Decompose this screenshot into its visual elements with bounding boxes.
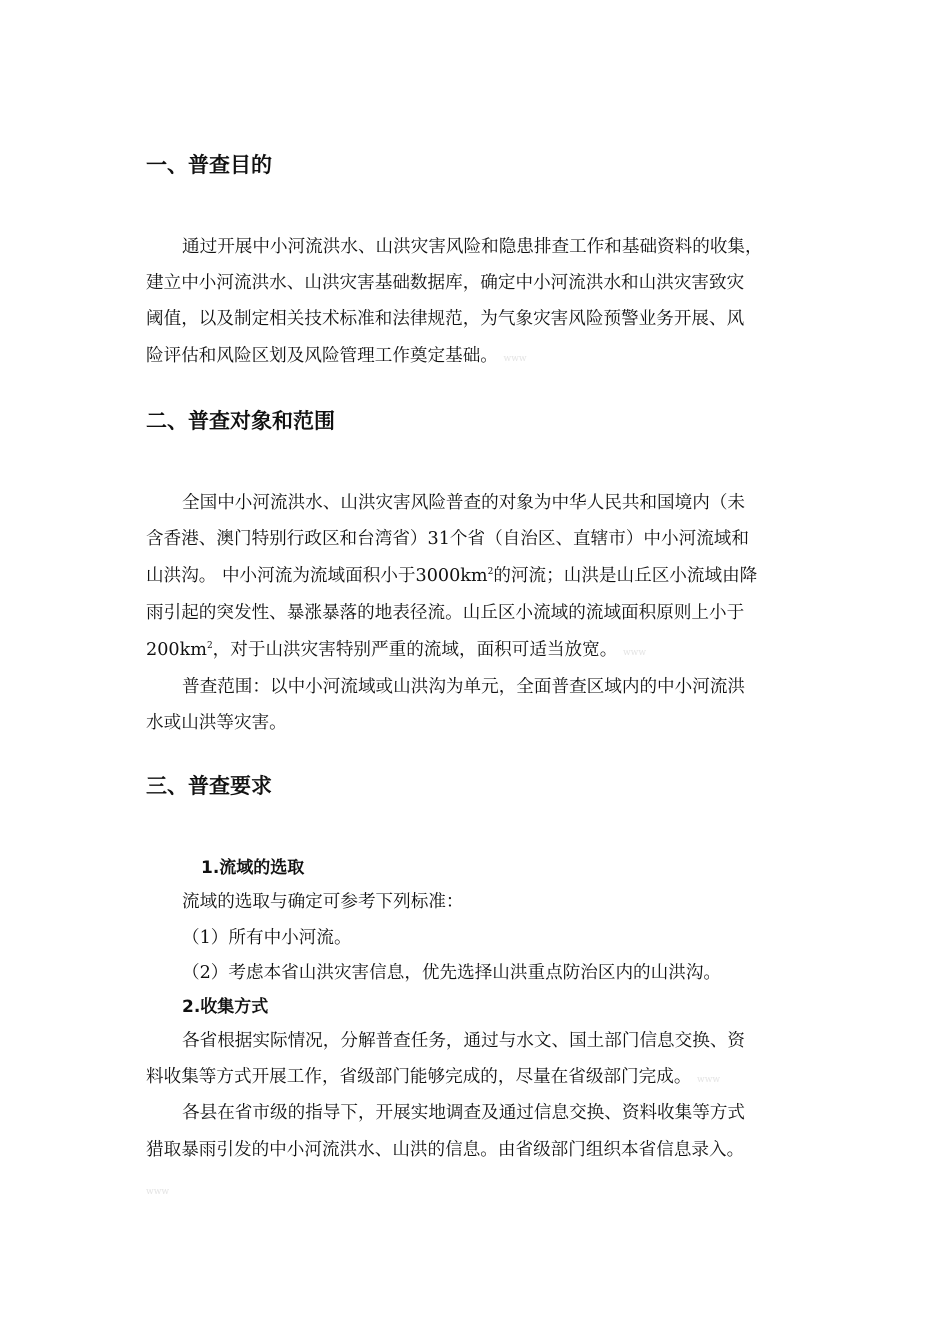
paragraph-line: 普查范围：以中小河流域或山洪沟为单元，全面普查区域内的中小河流洪	[182, 677, 746, 697]
line-text: 200km	[146, 640, 207, 660]
watermark-fragment: www	[622, 648, 647, 658]
line-text: 险评估和风险区划及风险管理工作奠定基础。	[146, 346, 498, 366]
watermark-fragment: www	[697, 1075, 721, 1085]
line-text: ，对于山洪灾害特别严重的流域，面积可适当放宽。	[212, 640, 618, 660]
paragraph-line: 雨引起的突发性、暴涨暴落的地表径流。山丘区小流域的流域面积原则上小于	[146, 603, 745, 623]
line-text: 的河流；山洪是山丘区小流域由降	[493, 566, 758, 586]
watermark-fragment: www	[503, 354, 527, 364]
paragraph-line: 各省根据实际情况，分解普查任务，通过与水文、国土部门信息交换、资	[182, 1031, 746, 1051]
superscript: 2	[206, 641, 213, 651]
paragraph-line: 阈值，以及制定相关技术标准和法律规范，为气象灾害风险预警业务开展、风	[146, 309, 745, 329]
paragraph-line: 水或山洪等灾害。	[146, 713, 287, 733]
watermark-fragment: www	[146, 1187, 170, 1197]
paragraph-line: 全国中小河流洪水、山洪灾害风险普查的对象为中华人民共和国境内（未	[182, 493, 746, 513]
paragraph-line	[146, 345, 527, 370]
section-heading-scope: 二、普查对象和范围	[146, 409, 335, 433]
line-text: 料收集等方式开展工作，省级部门能够完成的，尽量在省级部门完成。	[146, 1067, 692, 1087]
paragraph-line	[146, 1066, 720, 1091]
section-heading-requirements: 三、普查要求	[146, 774, 272, 798]
paragraph-line: 建立中小河流洪水、山洪灾害基础数据库，确定中小河流洪水和山洪灾害致灾	[146, 273, 745, 293]
subsection-heading-basin-selection: 1.流域的选取	[201, 858, 305, 878]
section-heading-purpose: 一、普查目的	[146, 153, 272, 177]
paragraph-line: 通过开展中小河流洪水、山洪灾害风险和隐患排查工作和基础资料的收集，	[182, 237, 763, 257]
list-item: （2）考虑本省山洪灾害信息，优先选择山洪重点防治区内的山洪沟。	[182, 963, 722, 983]
subsection-heading-collection-method: 2.收集方式	[182, 997, 269, 1017]
paragraph-line: 流域的选取与确定可参考下列标准：	[182, 892, 464, 912]
paragraph-line: 猎取暴雨引发的中小河流洪水、山洪的信息。由省级部门组织本省信息录入。	[146, 1140, 745, 1160]
paragraph-line: 含香港、澳门特别行政区和台湾省）31个省（自治区、直辖市）中小河流域和	[146, 529, 749, 549]
superscript: 2	[487, 567, 494, 577]
paragraph-line: 各县在省市级的指导下，开展实地调查及通过信息交换、资料收集等方式	[182, 1103, 746, 1123]
paragraph-line	[146, 565, 757, 587]
list-item: （1）所有中小河流。	[182, 928, 352, 948]
line-text: 山洪沟。 中小河流为流域面积小于3000km	[146, 566, 488, 586]
paragraph-line	[146, 639, 646, 664]
